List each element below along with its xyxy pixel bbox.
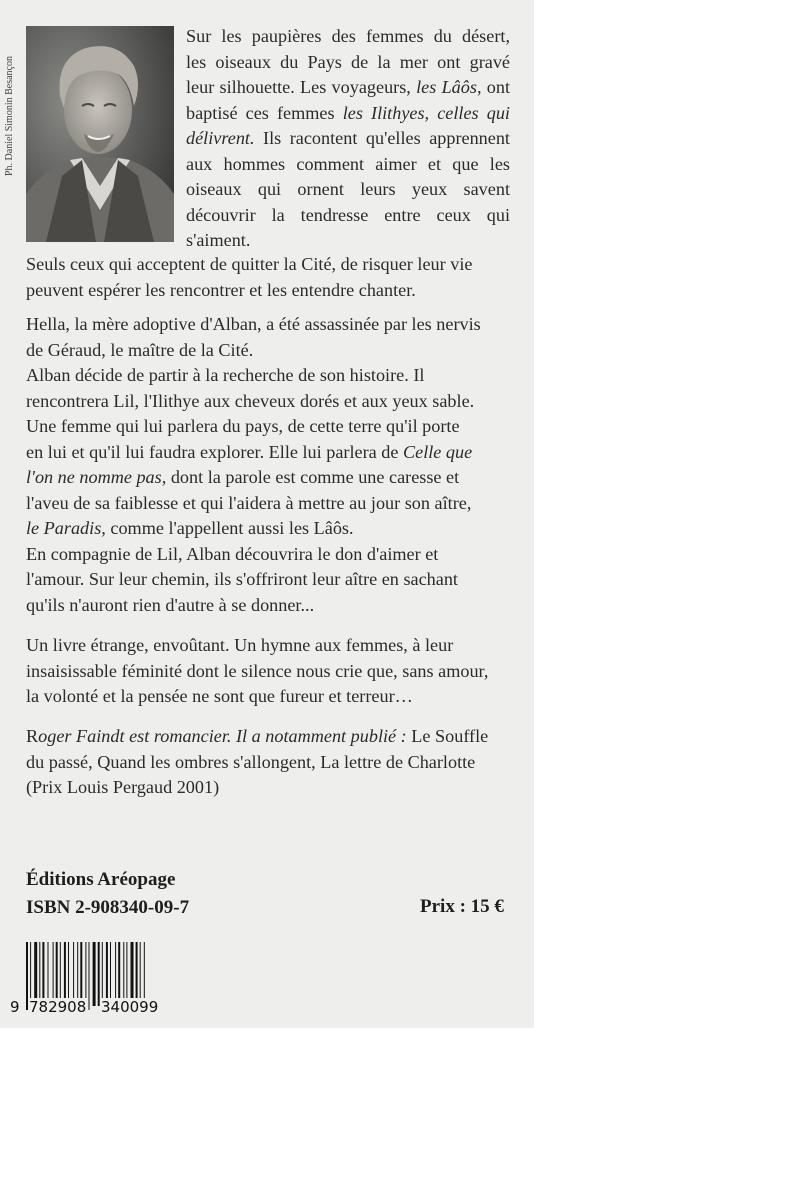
paragraph-cite	[26, 252, 510, 303]
paragraph-line: le Paradis, comme l'appellent aussi les Lâôs.	[26, 518, 354, 538]
paragraph-line: insaisissable féminité dont le silence nous crie que, sans amour,	[26, 660, 489, 681]
paragraph-line: l'on ne nomme pas, dont la parole est comme une caresse et	[26, 467, 460, 487]
barcode-bar	[110, 942, 111, 1006]
paragraph-line: Un livre étrange, envoûtant. Un hymne aux femmes, à leur	[26, 635, 454, 655]
barcode-bar	[68, 942, 69, 1006]
author-bio	[26, 724, 510, 801]
barcode-bar	[118, 942, 120, 1006]
paragraph-line: de Géraud, le maître de la Cité.	[26, 339, 254, 360]
paragraph-line: l'amour. Sur leur chemin, ils s'offriront leur aître en sachant	[26, 569, 458, 589]
paragraph-line: En compagnie de Lil, Alban découvrira le don d'aimer et	[26, 543, 439, 564]
barcode-bar	[102, 942, 103, 1006]
barcode-group-left: 782908	[29, 998, 87, 1016]
author-bio-line: (Prix Louis Pergaud 2001)	[26, 777, 220, 797]
intro-line: baptisé ces femmes les Ilithyes, celles qui	[186, 102, 510, 123]
intro-line: leur silhouette. Les voyageurs, les Lâôs, ont	[186, 77, 510, 97]
barcode-bar	[136, 942, 138, 1006]
paragraph-line: peuvent espérer les rencontrer et les entendre chanter.	[26, 279, 416, 300]
barcode-bar	[34, 942, 37, 1006]
intro-line: aux hommes comment aimer et que les	[186, 153, 510, 174]
barcode-bar	[126, 942, 127, 1006]
barcode-bar	[39, 942, 40, 1006]
intro-line: s'aiment.	[186, 230, 251, 250]
barcode-bar	[73, 942, 74, 1006]
author-photo	[26, 26, 174, 242]
barcode-bar	[140, 942, 141, 1006]
barcode-bar	[106, 942, 108, 1006]
barcode-bar	[131, 942, 134, 1006]
paragraph-line: en lui et qu'il lui faudra explorer. Elle lui parlera de Celle que	[26, 441, 473, 462]
isbn: ISBN 2-908340-09-7	[26, 897, 190, 918]
paragraph-line: Hella, la mère adoptive d'Alban, a été assassinée par les nervis	[26, 314, 481, 334]
barcode-bar	[60, 942, 61, 1006]
paragraph-line: la volonté et la pensée ne sont que fureur et terreur…	[26, 686, 413, 706]
paragraph-line: qu'ils n'auront rien d'autre à se donner...	[26, 594, 315, 615]
barcode-first-digit: 9	[10, 998, 20, 1016]
paragraph-line: l'aveu de sa faiblesse et qui l'aidera à mettre au jour son aître,	[26, 492, 472, 513]
intro-line: oiseaux qui ornent leurs yeux savent	[186, 179, 510, 199]
barcode	[8, 940, 174, 1024]
barcode-group-right: 340099	[101, 998, 159, 1016]
intro-line: Sur les paupières des femmes du désert,	[186, 26, 510, 46]
barcode-bar	[48, 942, 49, 1006]
intro-line: délivrent. Ils racontent qu'elles apprennent	[186, 128, 510, 148]
photo-credit: Ph. Daniel Simonin Besançon	[4, 56, 15, 176]
barcode-bar	[123, 942, 124, 1006]
barcode-bar	[53, 942, 54, 1006]
author-bio-line: du passé, Quand les ombres s'allongent, La lettre de Charlotte	[26, 751, 476, 772]
price: Prix : 15 €	[420, 896, 504, 917]
intro-paragraph	[186, 24, 510, 254]
paragraph-line: Alban décide de partir à la recherche de son histoire. Il	[26, 365, 425, 385]
paragraph-line: rencontrera Lil, l'Ilithye aux cheveux dorés et aux yeux sable.	[26, 390, 475, 411]
barcode-bar	[64, 942, 66, 1006]
paragraph-line: Une femme qui lui parlera du pays, de cette terre qu'il porte	[26, 416, 460, 436]
barcode-bar	[98, 942, 100, 1006]
author-portrait-image	[26, 26, 174, 242]
paragraph-line: Seuls ceux qui acceptent de quitter la Cité, de risquer leur vie	[26, 254, 473, 274]
publisher-name: Éditions Aréopage	[26, 869, 176, 890]
paragraph-story	[26, 312, 510, 618]
barcode-bar	[77, 942, 78, 1006]
paragraph-review	[26, 633, 510, 710]
barcode-digits	[8, 998, 174, 1020]
barcode-bar	[93, 942, 96, 1006]
barcode-bar	[115, 942, 116, 1006]
publisher-block	[26, 866, 189, 922]
intro-line: les oiseaux du Pays de la mer ont gravé	[186, 51, 510, 72]
barcode-bar	[80, 942, 82, 1006]
intro-line: découvrir la tendresse entre ceux qui	[186, 204, 510, 225]
barcode-bar	[42, 942, 44, 1006]
author-bio-line: Roger Faindt est romancier. Il a notamment publié : Le Souffle	[26, 726, 489, 746]
barcode-bar	[56, 942, 58, 1006]
